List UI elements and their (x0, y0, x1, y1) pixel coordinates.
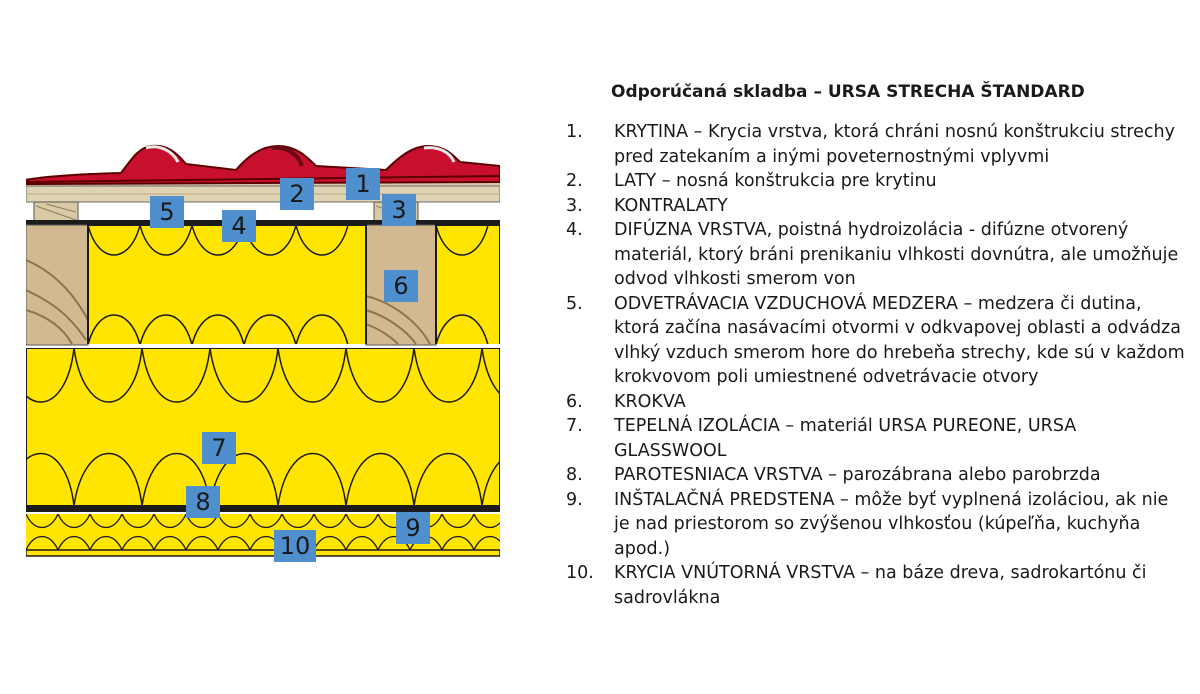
legend-item (566, 292, 1186, 390)
legend-number: 5. (566, 293, 583, 314)
legend-item (566, 463, 1186, 488)
legend-text: KROKVA (614, 391, 686, 412)
legend-text: INŠTALAČNÁ PREDSTENA – môže byť vyplnená izoláciou, ak nie je nad priestorom so zvýšenou vlhkosťou (kúpeľňa, kuchyňa apod.) (614, 489, 1169, 559)
legend-number: 7. (566, 416, 583, 436)
legend-number: 1. (566, 122, 583, 142)
legend-number: 3. (566, 195, 583, 216)
legend-item (566, 194, 1186, 219)
marker-3: 3 (382, 194, 416, 226)
legend-text: KRYCIA VNÚTORNÁ VRSTVA – na báze dreva, sadrokartónu či sadrovlákna (614, 563, 1147, 608)
roof-cross-section-diagram (26, 140, 500, 560)
legend-title: Odporúčaná skladba – URSA STRECHA ŠTANDARD (611, 82, 1085, 102)
legend-text: KRYTINA – Krycia vrstva, ktorá chráni nosnú konštrukciu strechy pred zatekaním a inými poveternostnými vplyvmi (614, 122, 1175, 167)
inner-lining (26, 550, 500, 556)
marker-6: 6 (384, 270, 418, 302)
legend-item (566, 169, 1186, 194)
legend-item (566, 218, 1186, 292)
marker-9: 9 (396, 512, 430, 544)
legend-number: 8. (566, 465, 583, 485)
legend-number: 6. (566, 391, 583, 412)
legend-text: LATY – nosná konštrukcia pre krytinu (614, 171, 937, 191)
legend-number: 9. (566, 489, 583, 510)
legend-text: PAROTESNIACA VRSTVA – parozábrana alebo parobrzda (614, 465, 1101, 485)
legend-number: 10. (566, 563, 594, 583)
marker-1: 1 (346, 168, 380, 200)
legend-item (566, 120, 1186, 169)
legend-text: DIFÚZNA VRSTVA, poistná hydroizolácia - difúzne otvorený materiál, ktorý bráni prenikaniu vlhkosti dovnútra, ale umožňuje odvod vlhkosti smerom von (614, 220, 1179, 289)
marker-5: 5 (150, 196, 184, 228)
legend-number: 2. (566, 171, 583, 191)
battens (26, 186, 500, 222)
marker-7: 7 (202, 432, 236, 464)
roof-layers-svg (26, 140, 500, 560)
legend-text: TEPELNÁ IZOLÁCIA – materiál URSA PUREONE, URSA GLASSWOOL (614, 416, 1077, 461)
marker-10: 10 (274, 530, 316, 562)
legend-text: ODVETRÁVACIA VZDUCHOVÁ MEDZERA – medzera či dutina, ktorá začína nasávacími otvormi v odkvapovej oblasti a odvádza vlhký vzduch smerom hore do hrebeňa strechy, kde sú v každom krokvovom poli umiestnené odvetrávacie otvory (614, 293, 1185, 387)
legend-item (566, 390, 1186, 415)
roof-tiles (26, 146, 500, 188)
legend-number: 4. (566, 220, 583, 240)
legend-item (566, 488, 1186, 562)
main-insulation (26, 348, 500, 506)
marker-8: 8 (186, 486, 220, 518)
marker-4: 4 (222, 210, 256, 242)
marker-2: 2 (280, 178, 314, 210)
legend-item (566, 414, 1186, 463)
insulation-between-rafters (88, 225, 500, 345)
legend-text: KONTRALATY (614, 195, 728, 216)
legend-list (566, 120, 1186, 610)
legend-item (566, 561, 1186, 610)
